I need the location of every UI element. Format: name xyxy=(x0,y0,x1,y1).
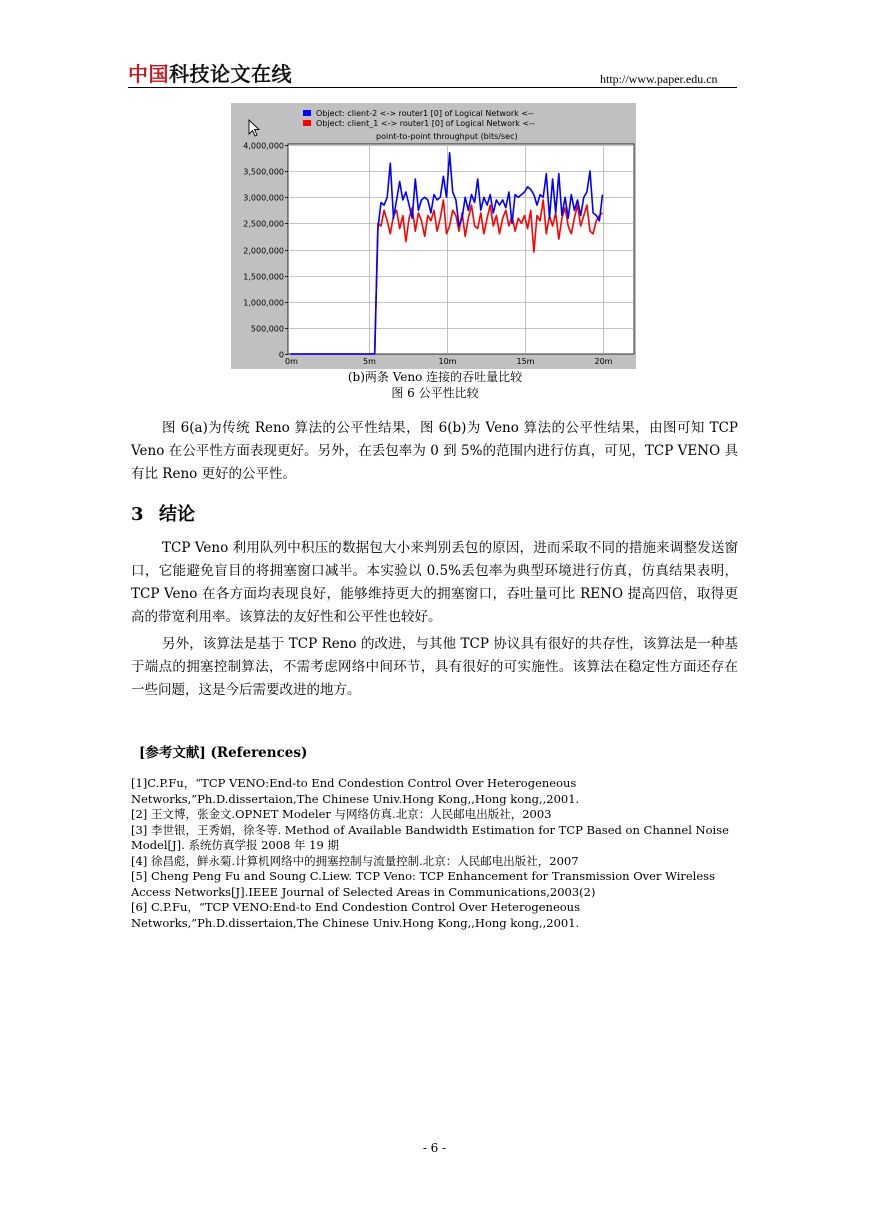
throughput-chart xyxy=(231,103,636,369)
legend-swatch-blue xyxy=(303,110,311,116)
references-heading: [参考文献] (References) xyxy=(139,745,308,761)
mouse-cursor-icon xyxy=(249,120,259,136)
reference-item: [2] 王文博，张金文.OPNET Modeler 与网络仿真.北京：人民邮电出版社，2003 xyxy=(131,807,552,821)
y-tick-label: 2,000,000 xyxy=(243,246,284,256)
reference-item: [5] Cheng Peng Fu and Soung C.Liew. TCP Veno: TCP Enhancement for Transmission Over Wireless Access Networks[J].IEEE Journal of Selected Areas in Communications,2003(2) xyxy=(131,869,715,899)
reference-item: [6] C.P.Fu，“TCP VENO:End-to End Condestion Control Over Heterogeneous Networks,”Ph.D.dissertaion,The Chinese Univ.Hong Kong,,Hong kong,,2001. xyxy=(131,900,580,930)
reference-item: [3] 李世银，王秀娟，徐冬等. Method of Available Bandwidth Estimation for TCP Based on Channel Noise Model[J]. 系统仿真学报 2008 年 19 期 xyxy=(131,822,729,852)
legend-swatch-red xyxy=(303,120,311,126)
x-tick-label: 10m xyxy=(438,357,457,366)
y-tick-labels xyxy=(243,142,288,360)
section-heading xyxy=(131,503,195,527)
x-tick-label: 20m xyxy=(594,357,613,366)
section-title: 结论 xyxy=(159,504,195,525)
reference-item: [1]C.P.Fu，“TCP VENO:End-to End Condestion Control Over Heterogeneous Networks,”Ph.D.dissertaion,The Chinese Univ.Hong Kong,,Hong kong,,2001. xyxy=(131,776,580,806)
x-tick-label: 15m xyxy=(516,357,535,366)
legend-label-1: Object: client-2 <-> router1 [0] of Logical Network <-- xyxy=(316,109,534,118)
logo-red-text: 中国 xyxy=(128,62,169,86)
y-tick-label: 3,500,000 xyxy=(243,167,284,177)
x-tick-label: 5m xyxy=(363,357,376,366)
y-tick-label: 1,000,000 xyxy=(243,298,284,308)
plot-area xyxy=(288,144,634,354)
journal-logo xyxy=(128,62,292,86)
chart-title: point-to-point throughput (bits/sec) xyxy=(376,132,518,141)
section-number: 3 xyxy=(131,504,144,525)
reference-item: [4] 徐昌彪，鲜永菊.计算机网络中的拥塞控制与流量控制.北京：人民邮电出版社，2007 xyxy=(131,853,579,868)
y-tick-label: 4,000,000 xyxy=(243,141,284,151)
paragraph-conclusion-1: TCP Veno 利用队列中积压的数据包大小来判别丢包的原因，进而采取不同的措施来调整发送窗口，它能避免盲目的将拥塞窗口减半。本实验以 0.5%丢包率为典型环境进行仿真，仿真结果表明，TCP Veno 在各方面均表现良好，能够维持更大的拥塞窗口，吞吐量可比 RENO 提高四倍，取得更高的带宽利用率。该算法的友好性和公平性也较好。 xyxy=(131,540,738,625)
paragraph-fairness: 图 6(a)为传统 Reno 算法的公平性结果，图 6(b)为 Veno 算法的公平性结果，由图可知 TCP Veno 在公平性方面表现更好。另外，在丢包率为 0 到 5%的范围内进行仿真，可见，TCP VENO 具有比 Reno 更好的公平性。 xyxy=(131,420,738,482)
header-url: http://www.paper.edu.cn xyxy=(600,72,718,86)
x-tick-labels xyxy=(285,357,613,366)
logo-black-text: 科技论文在线 xyxy=(169,62,292,86)
x-tick-label: 0m xyxy=(285,357,298,366)
paragraph-conclusion-2: 另外，该算法是基于 TCP Reno 的改进，与其他 TCP 协议具有很好的共存性，该算法是一种基于端点的拥塞控制算法，不需考虑网络中间环节，具有很好的可实施性。该算法在稳定性方面还存在一些问题，这是今后需要改进的地方。 xyxy=(131,636,738,698)
figure-caption: 图 6 公平性比较 xyxy=(391,386,479,400)
header-rule xyxy=(128,87,737,88)
figure-subcaption: (b)两条 Veno 连接的吞吐量比较 xyxy=(347,370,523,384)
page-number: - 6 - xyxy=(422,1141,447,1155)
y-tick-label: 1,500,000 xyxy=(243,272,284,282)
y-tick-label: 0 xyxy=(278,350,284,360)
y-tick-label: 3,000,000 xyxy=(243,193,284,203)
y-tick-label: 500,000 xyxy=(250,324,284,334)
reference-list xyxy=(131,776,738,931)
y-tick-label: 2,500,000 xyxy=(243,219,284,229)
legend-label-2: Object: client_1 <-> router1 [0] of Logical Network <-- xyxy=(316,119,535,128)
